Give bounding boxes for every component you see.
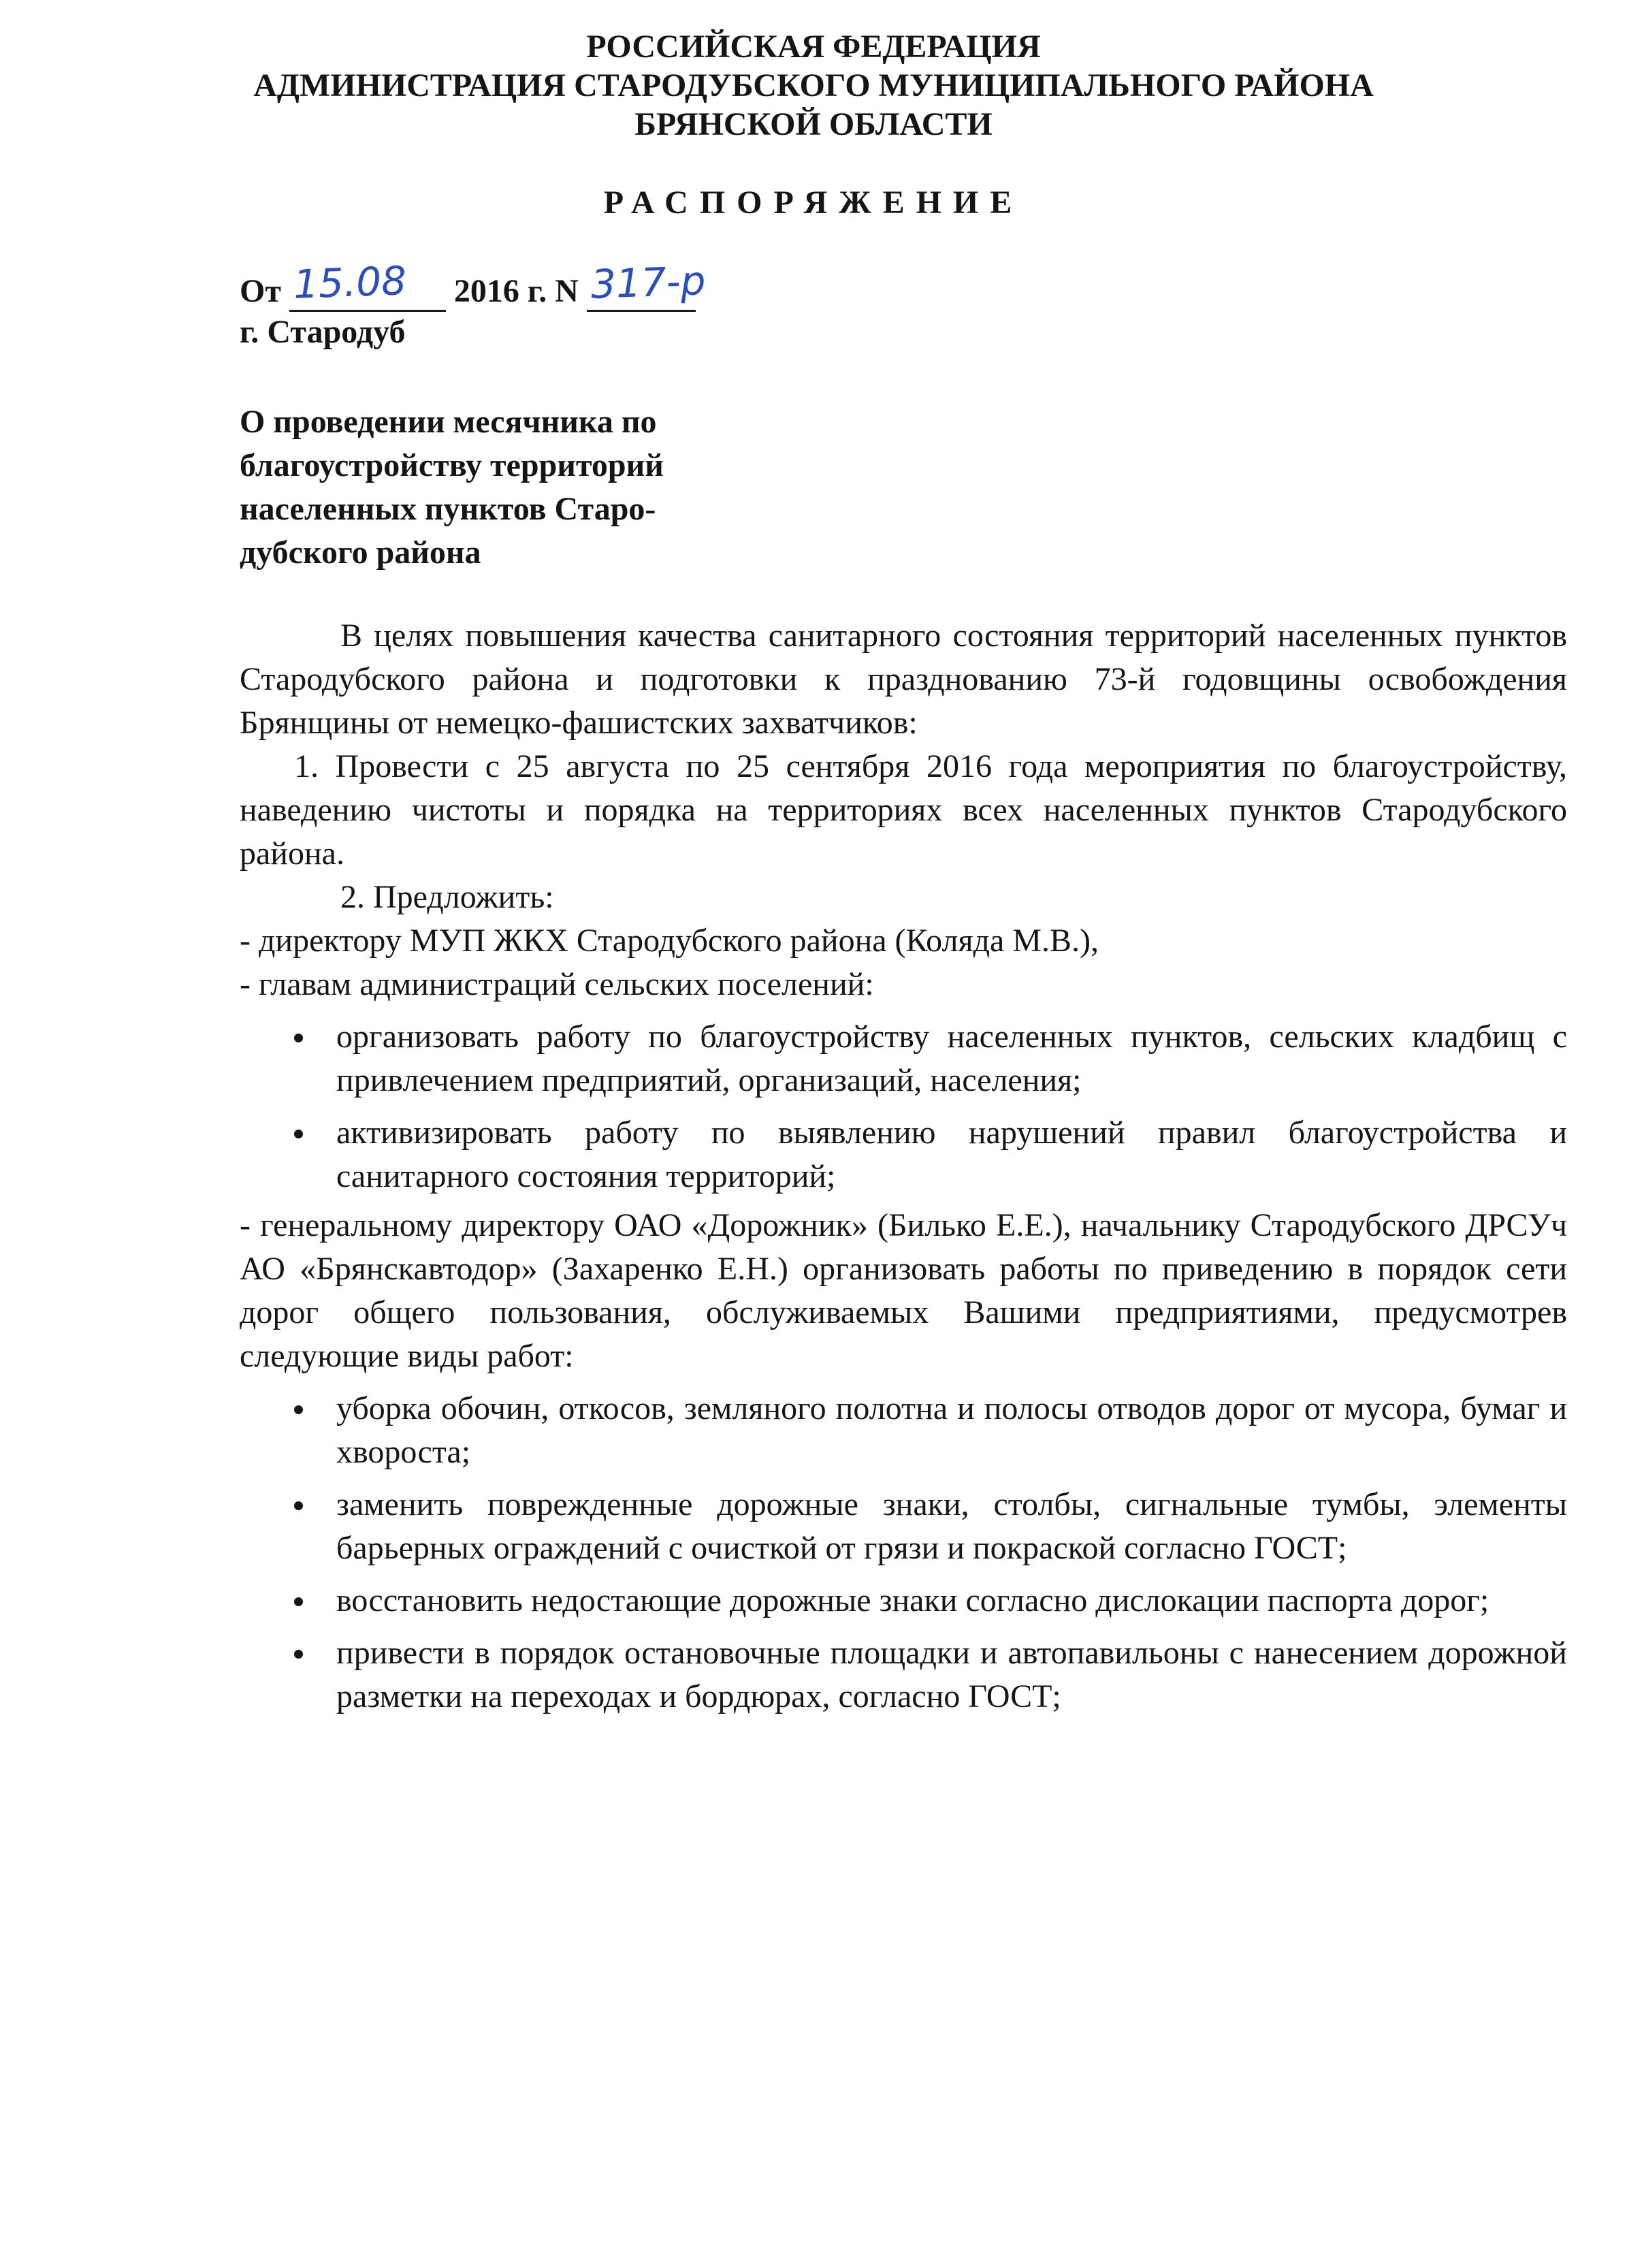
date-prefix: От [240,273,281,309]
document-subject [240,400,784,575]
list-item-text: привести в порядок остановочные площадки и автопавильоны с нанесением дорожной разметки на переходах и бордюрах, согласно ГОСТ; [336,1635,1567,1714]
date-blank [289,257,446,312]
item-2-title: 2. Предложить: [340,879,554,915]
bullet-icon [294,1405,303,1414]
list-item [240,1387,1567,1474]
bullet-icon [294,1130,303,1138]
header-administration: АДМИНИСТРАЦИЯ СТАРОДУБСКОГО МУНИЦИПАЛЬНОГО РАЙОНА [253,67,1374,103]
addressee-director: - директору МУП ЖКХ Стародубского района (Коляда М.В.), [240,923,1099,959]
date-number-line [240,257,707,312]
bullet-icon [294,1650,303,1659]
year-number-label: 2016 г. N [453,273,579,309]
subject-line: благоустройству территорий [240,447,664,483]
list-item [240,1483,1567,1570]
bullet-icon [294,1034,303,1042]
header-country: РОССИЙСКАЯ ФЕДЕРАЦИЯ [586,29,1041,65]
document-body [240,614,1567,1719]
subject-line: населенных пунктов Старо- [240,491,656,527]
intro-paragraph: В целях повышения качества санитарного состояния территорий населенных пунктов Стародубского района и подготовки к празднованию 73-й годовщины освобождения Брянщины от немецко-фашистских захватчиков: [240,618,1567,741]
list-item-text: активизировать работу по выявлению нарушений правил благоустройства и санитарного состояния территорий; [336,1115,1567,1194]
list-item [240,1631,1567,1719]
addressee-heads: - главам администраций сельских поселений: [240,966,874,1002]
list-item-text: уборка обочин, откосов, земляного полотна и полосы отводов дорог от мусора, бумаг и хвороста; [336,1390,1567,1470]
city: г. Стародуб [240,314,406,350]
list-item-text: организовать работу по благоустройству населенных пунктов, сельских кладбищ с привлечением предприятий, организаций, населения; [336,1019,1567,1098]
item-1-paragraph: 1. Провести с 25 августа по 25 сентября 2016 года мероприятия по благоустройству, наведению чистоты и порядка на территориях всех населенных пунктов Стародубского района. [240,748,1567,872]
bullet-icon [294,1501,303,1510]
number-blank [587,257,707,312]
subject-line: О проведении месячника по [240,404,657,440]
bullet-list-b [240,1387,1567,1719]
list-item-text: заменить поврежденные дорожные знаки, столбы, сигнальные тумбы, элементы барьерных ограждений с очисткой от грязи и покраской согласно ГОСТ; [336,1486,1567,1566]
header-region: БРЯНСКОЙ ОБЛАСТИ [634,106,993,142]
handwritten-number: 317-р [590,257,707,308]
list-item [240,1111,1567,1198]
list-item-text: восстановить недостающие дорожные знаки согласно дислокации паспорта дорог; [336,1582,1489,1618]
addressee-road-paragraph: - генеральному директору ОАО «Дорожник» (Билько Е.Е.), начальнику Стародубского ДРСУч АО «Брянскавтодор» (Захаренко Е.Н.) организовать работы по приведению в порядок сети дорог общего пользования, обслуживаемых Вашими предприятиями, предусмотрев следующие виды работ: [240,1207,1567,1374]
bullet-list-a [240,1015,1567,1198]
bullet-icon [294,1597,303,1606]
list-item [240,1579,1567,1623]
document-header [0,27,1627,144]
document-type-title: РАСПОРЯЖЕНИЕ [603,185,1024,221]
subject-line: дубского района [240,534,481,571]
list-item [240,1015,1567,1102]
handwritten-date: 15.08 [292,257,408,308]
